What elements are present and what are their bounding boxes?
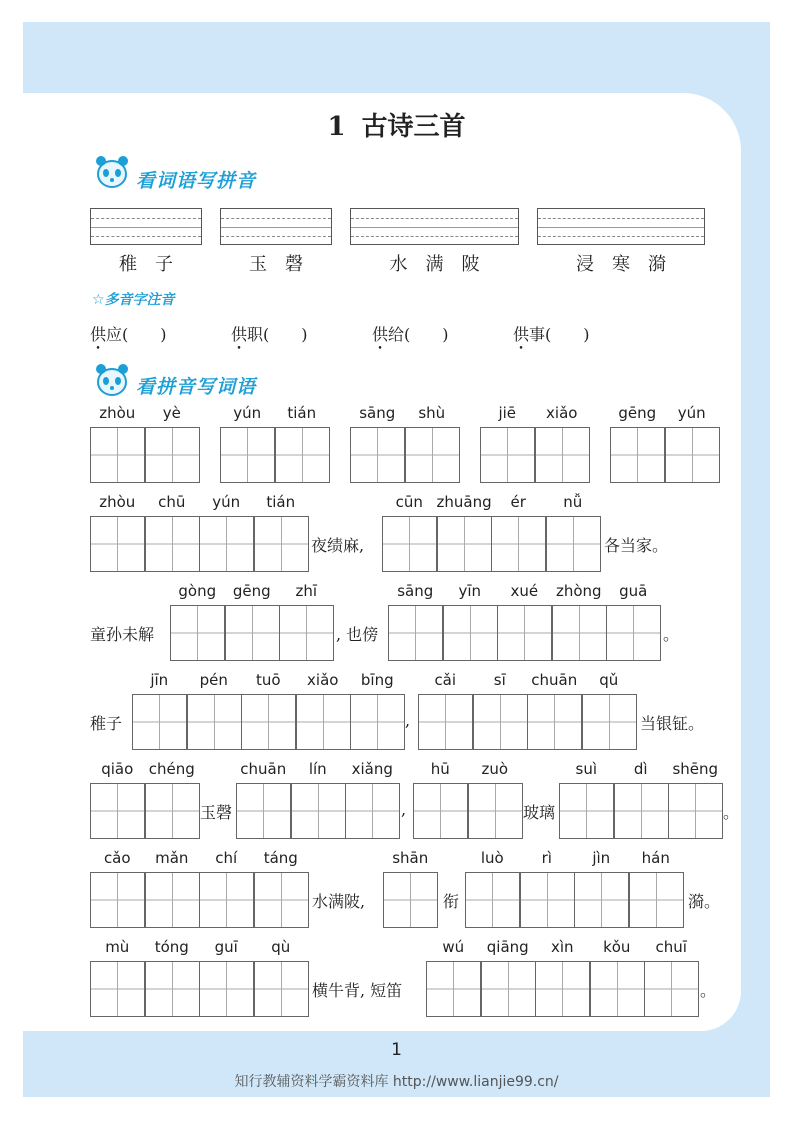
pinyin-label: zhòng — [555, 582, 602, 600]
footer-text: 知行教辅资料学霸资料库 http://www.lianjie99.cn/ — [234, 1074, 559, 1090]
character-writing-cell[interactable] — [574, 872, 629, 928]
pinyin-label: luò — [480, 849, 504, 867]
pinyin-label: sāng — [397, 582, 434, 600]
character-writing-cell[interactable] — [629, 872, 684, 928]
character-writing-cell[interactable] — [296, 694, 351, 750]
character-writing-cell[interactable] — [668, 783, 723, 839]
pinyin-label: zhòu — [99, 493, 136, 511]
poem-text: 水满陂, — [312, 892, 366, 911]
character-writing-cell[interactable] — [497, 605, 552, 661]
character-writing-cell[interactable] — [275, 427, 330, 483]
character-writing-cell[interactable] — [465, 872, 520, 928]
pinyin-label: guī — [214, 938, 238, 956]
character-writing-cell[interactable] — [491, 516, 546, 572]
pinyin-answer-box[interactable] — [350, 208, 519, 245]
poem-text: 各当家。 — [604, 536, 669, 555]
character-writing-cell[interactable] — [665, 427, 720, 483]
pinyin-label: chū — [158, 493, 186, 511]
poem-text: 漪。 — [688, 892, 721, 911]
character-writing-cell[interactable] — [199, 516, 254, 572]
character-writing-cell[interactable] — [520, 872, 575, 928]
word-label: 玉 磬 — [249, 254, 303, 275]
character-writing-cell[interactable] — [241, 694, 296, 750]
character-writing-cell[interactable] — [383, 872, 438, 928]
pinyin-label: xiǎng — [351, 760, 393, 778]
poem-text: , 也傍 — [336, 625, 379, 644]
character-writing-cell[interactable] — [606, 605, 661, 661]
pinyin-label: shēng — [672, 760, 719, 778]
character-writing-cell[interactable] — [132, 694, 187, 750]
poem-text: 当银钲。 — [640, 714, 705, 733]
character-writing-cell[interactable] — [236, 783, 291, 839]
pinyin-label: cūn — [395, 493, 423, 511]
page-title — [0, 106, 793, 143]
polyphone-item[interactable]: 供给( ) — [372, 325, 449, 344]
word-label: 稚 子 — [119, 254, 173, 275]
star-icon: ☆ — [92, 292, 105, 308]
character-writing-cell[interactable] — [426, 961, 481, 1017]
character-writing-cell[interactable] — [350, 694, 405, 750]
pinyin-label: chuān — [531, 671, 578, 689]
character-writing-cell[interactable] — [225, 605, 280, 661]
pinyin-answer-box[interactable] — [90, 208, 202, 245]
character-writing-cell[interactable] — [614, 783, 669, 839]
pinyin-label: tuō — [255, 671, 281, 689]
pinyin-label: chuī — [655, 938, 687, 956]
pinyin-label: suì — [575, 760, 597, 778]
pinyin-label: xiǎo — [546, 404, 578, 422]
pinyin-label: tián — [287, 404, 317, 422]
panda-icon — [92, 152, 132, 190]
pinyin-label: nǚ — [563, 493, 583, 511]
character-writing-cell[interactable] — [590, 961, 645, 1017]
pinyin-label: lín — [308, 760, 327, 778]
character-writing-cell[interactable] — [350, 427, 405, 483]
poem-text: 玻璃 — [523, 803, 556, 822]
character-writing-cell[interactable] — [145, 516, 200, 572]
character-writing-cell[interactable] — [480, 427, 535, 483]
pinyin-label: mǎn — [155, 849, 189, 867]
character-writing-cell[interactable] — [145, 427, 200, 483]
pinyin-label: dì — [633, 760, 648, 778]
lesson-title: 古诗三首 — [361, 112, 466, 142]
character-writing-cell[interactable] — [254, 872, 309, 928]
poem-text: 稚子 — [90, 714, 123, 733]
pinyin-label: yún — [212, 493, 241, 511]
pinyin-label: gēng — [618, 404, 657, 422]
poem-text: , — [405, 711, 411, 730]
character-writing-cell[interactable] — [90, 872, 145, 928]
pinyin-label: qù — [271, 938, 291, 956]
character-writing-cell[interactable] — [254, 961, 309, 1017]
character-writing-cell[interactable] — [582, 694, 637, 750]
pinyin-label: hán — [641, 849, 670, 867]
section-heading-write-words: 看拼音写词语 — [136, 376, 257, 398]
pinyin-label: shān — [392, 849, 429, 867]
polyphone-item[interactable]: 供应( ) — [90, 325, 167, 344]
polyphone-heading: ☆多音字注音 — [92, 292, 175, 308]
character-writing-cell[interactable] — [90, 783, 145, 839]
character-writing-cell[interactable] — [473, 694, 528, 750]
character-writing-cell[interactable] — [644, 961, 699, 1017]
pinyin-label: xué — [510, 582, 539, 600]
pinyin-label: cǎo — [103, 849, 131, 867]
pinyin-answer-box[interactable] — [220, 208, 332, 245]
character-writing-cell[interactable] — [546, 516, 601, 572]
section-heading-write-pinyin: 看词语写拼音 — [136, 170, 257, 192]
page-number: 1 — [391, 1040, 402, 1060]
pinyin-label: guā — [619, 582, 648, 600]
character-writing-cell[interactable] — [254, 516, 309, 572]
pinyin-label: pén — [199, 671, 228, 689]
character-writing-cell[interactable] — [559, 783, 614, 839]
pinyin-label: zhuāng — [436, 493, 492, 511]
character-writing-cell[interactable] — [481, 961, 536, 1017]
pinyin-label: jiē — [498, 404, 517, 422]
poem-text: 。 — [663, 625, 680, 644]
character-writing-cell[interactable] — [187, 694, 242, 750]
pinyin-label: sāng — [359, 404, 396, 422]
character-writing-cell[interactable] — [345, 783, 400, 839]
character-writing-cell[interactable] — [388, 605, 443, 661]
character-writing-cell[interactable] — [291, 783, 346, 839]
polyphone-item[interactable]: 供职( ) — [231, 325, 308, 344]
pinyin-label: chéng — [148, 760, 195, 778]
character-writing-cell[interactable] — [145, 783, 200, 839]
pinyin-label: qiāng — [486, 938, 529, 956]
pinyin-label: zuò — [481, 760, 509, 778]
character-writing-cell[interactable] — [382, 516, 437, 572]
character-writing-cell[interactable] — [220, 427, 275, 483]
pinyin-label: táng — [263, 849, 298, 867]
pinyin-label: qiāo — [101, 760, 134, 778]
poem-text: 衔 — [443, 892, 460, 911]
word-label: 浸 寒 漪 — [576, 254, 666, 275]
character-writing-cell[interactable] — [279, 605, 334, 661]
pinyin-label: tóng — [154, 938, 189, 956]
character-writing-cell[interactable] — [535, 961, 590, 1017]
pinyin-label: wú — [442, 938, 465, 956]
pinyin-label: tián — [266, 493, 296, 511]
pinyin-label: gòng — [178, 582, 217, 600]
pinyin-answer-box[interactable] — [537, 208, 705, 245]
character-writing-cell[interactable] — [90, 516, 145, 572]
pinyin-label: yún — [233, 404, 262, 422]
character-writing-cell[interactable] — [199, 872, 254, 928]
pinyin-label: ér — [510, 493, 526, 511]
poem-text: 。 — [700, 981, 717, 1000]
pinyin-label: zhī — [295, 582, 318, 600]
pinyin-label: gēng — [232, 582, 271, 600]
character-writing-cell[interactable] — [413, 783, 468, 839]
character-writing-cell[interactable] — [535, 427, 590, 483]
character-writing-cell[interactable] — [443, 605, 498, 661]
poem-text: 童孙未解 — [90, 625, 155, 644]
pinyin-label: zhòu — [99, 404, 136, 422]
poem-text: 玉磬 — [200, 803, 233, 822]
pinyin-label: chí — [215, 849, 238, 867]
character-writing-cell[interactable] — [90, 961, 145, 1017]
poem-text: , — [401, 800, 407, 819]
character-writing-cell[interactable] — [170, 605, 225, 661]
pinyin-label: sī — [493, 671, 506, 689]
word-label: 水 满 陂 — [389, 254, 480, 275]
lesson-number: 1 — [327, 112, 346, 142]
poem-text: 。 — [723, 803, 740, 822]
character-writing-cell[interactable] — [418, 694, 473, 750]
poem-text: 横牛背, 短笛 — [312, 981, 403, 1000]
pinyin-label: xiǎo — [307, 671, 339, 689]
pinyin-label: jīn — [150, 671, 169, 689]
polyphone-item[interactable]: 供事( ) — [513, 325, 590, 344]
panda-icon — [92, 360, 132, 398]
poem-text: 夜绩麻, — [311, 536, 365, 555]
pinyin-label: bīng — [360, 671, 394, 689]
pinyin-label: rì — [541, 849, 552, 867]
character-writing-cell[interactable] — [199, 961, 254, 1017]
pinyin-label: cǎi — [434, 671, 457, 689]
pinyin-label: yīn — [458, 582, 482, 600]
character-writing-cell[interactable] — [552, 605, 607, 661]
pinyin-label: jìn — [592, 849, 611, 867]
character-writing-cell[interactable] — [90, 427, 145, 483]
character-writing-cell[interactable] — [468, 783, 523, 839]
character-writing-cell[interactable] — [145, 961, 200, 1017]
pinyin-label: yè — [162, 404, 181, 422]
character-writing-cell[interactable] — [405, 427, 460, 483]
pinyin-label: hū — [430, 760, 450, 778]
character-writing-cell[interactable] — [437, 516, 492, 572]
pinyin-label: shù — [418, 404, 446, 422]
pinyin-label: kǒu — [603, 938, 631, 956]
pinyin-label: chuān — [240, 760, 287, 778]
character-writing-cell[interactable] — [145, 872, 200, 928]
pinyin-label: mù — [105, 938, 130, 956]
character-writing-cell[interactable] — [527, 694, 582, 750]
pinyin-label: yún — [677, 404, 706, 422]
character-writing-cell[interactable] — [610, 427, 665, 483]
pinyin-label: qǔ — [599, 671, 619, 689]
pinyin-label: xìn — [550, 938, 574, 956]
